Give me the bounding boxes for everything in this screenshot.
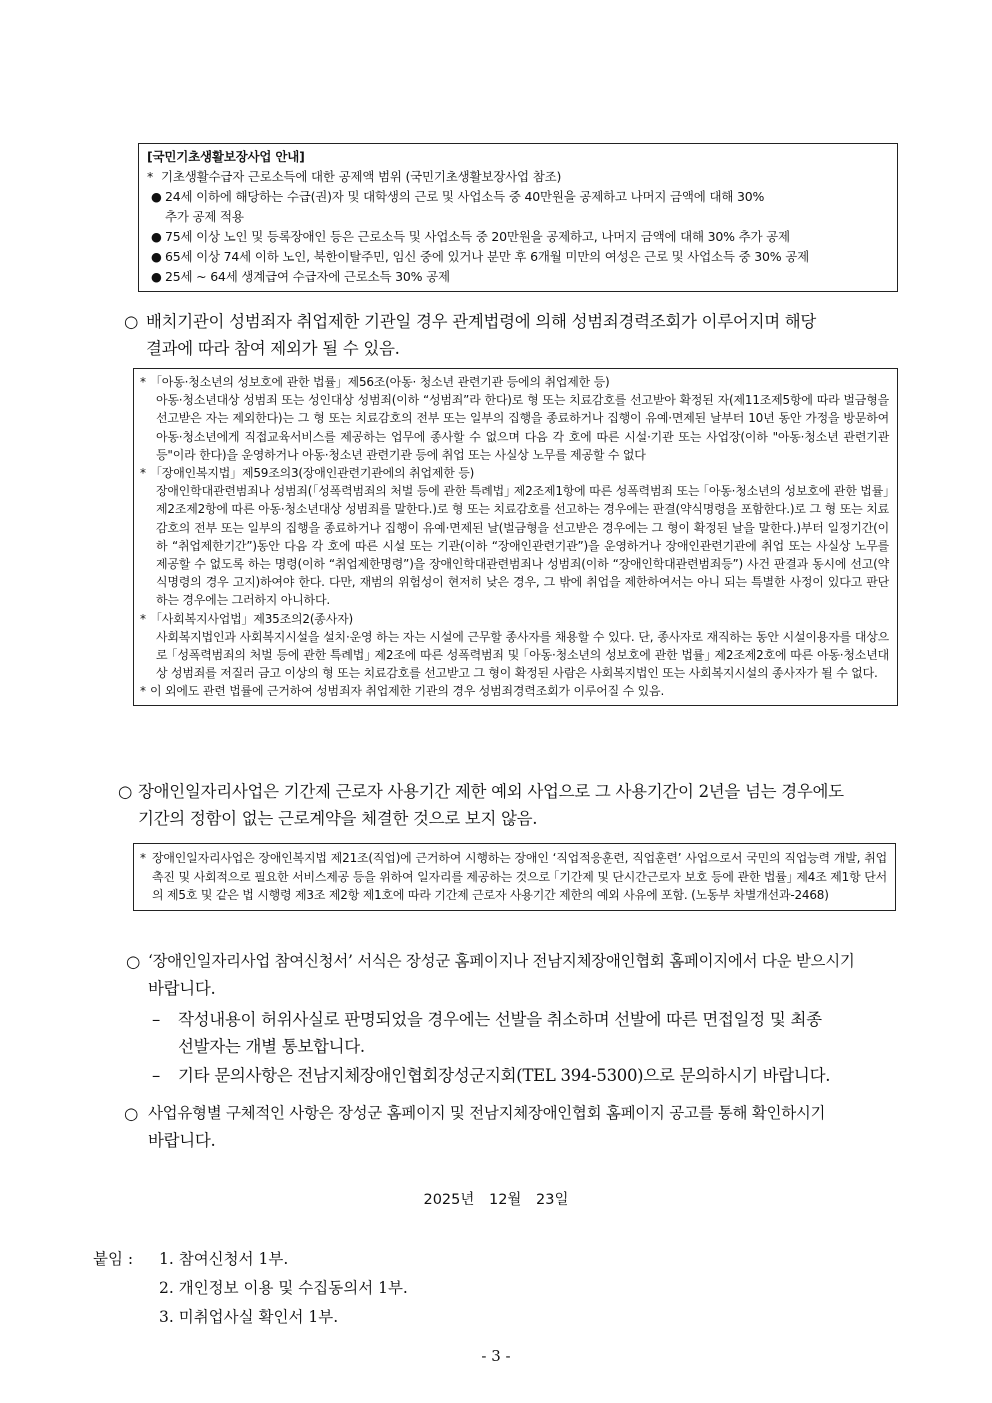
law-item [140,682,889,700]
law-heading: 「장애인복지법」제59조의3(장애인관련기관에의 취업제한 등) [150,466,475,481]
law-body: 사회복지법인과 사회복지시설을 설치·운영 하는 자는 시설에 근무할 종사자를 채용할 수 있다. 단, 종사자로 재직하는 동안 시설이용자를 대상으로 ｢성폭력범죄의 처벌 등에 관한 특례법｣ 제2조에 따른 성폭력범죄 및 ｢아동·청소년의 성보호에 관한 법률｣ 제2조제2호에 따른 아동·청소년대상 성범죄를 저질러 금고 이상의 형 또는 치료감호를 선고받고 그 형이 확정된 사람은 사회복지법인 또는 사회복지시설의 종사자가 될 수 없다. [156,629,889,681]
attachments [93,1245,408,1332]
law-heading: 「사회복지사업법」제35조의2(종사자) [150,611,353,626]
asterisk-mark: * [140,466,146,481]
disability-job-note-box [133,843,896,911]
dash-icon: – [152,1066,160,1085]
list-item-line: 65세 이상 74세 이하 노인, 북한이탈주민, 임신 중에 있거나 분만 후 6개월 미만의 여성은 근로 및 사업소득 중 30% 공제 [165,249,809,264]
sub-item-line: 기타 문의사항은 전남지체장애인협회장성군지회(TEL 394-5300)으로 문의하시기 바랍니다. [178,1066,831,1085]
attachment-item: 1. 참여신청서 1부. [159,1250,289,1268]
list-item-line: 25세 ~ 64세 생계급여 수급자에 근로소득 30% 공제 [165,269,450,284]
law-item [140,373,889,464]
sub-item-line: 작성내용이 허위사실로 판명되었을 경우에는 선발을 취소하며 선발에 따른 면접일정 및 최종 [178,1010,822,1029]
list-item-line: 75세 이상 노인 및 등록장애인 등은 근로소득 및 사업소득 중 20만원을 공제하고, 나머지 금액에 대해 30% 추가 공제 [165,229,790,244]
circle-bullet-icon: ○ [118,782,133,801]
bullet-icon: ● [151,189,162,204]
asterisk-mark: * [140,851,146,865]
fixed-term-exception-paragraph [118,778,900,832]
employment-restriction-laws-box [133,368,898,706]
circle-bullet-icon: ○ [124,1104,139,1123]
paragraph-line: 결과에 따라 참여 제외가 될 수 있음. [146,339,400,358]
box-intro-text: 기초생활수급자 근로소득에 대한 공제액 범위 (국민기초생활보장사업 참조) [161,169,562,184]
attachment-item: 2. 개인정보 이용 및 수집동의서 1부. [159,1279,408,1297]
bullet-icon: ● [151,269,162,284]
sub-item [126,1062,898,1089]
asterisk-mark: * [140,684,146,699]
law-item [140,610,889,683]
paragraph-line: 바랍니다. [148,1131,216,1150]
paragraph-line: 사업유형별 구체적인 사항은 장성군 홈페이지 및 전남지체장애인협회 홈페이지 공고를 통해 확인하시기 [148,1104,826,1122]
list-item-line: 추가 공제 적용 [165,209,244,224]
paragraph-line: ‘장애인일자리사업 참여신청서’ 서식은 장성군 홈페이지나 전남지체장애인협회 홈페이지에서 다운 받으시기 [148,952,855,970]
asterisk-mark: * [147,169,154,184]
note-text: 장애인일자리사업은 장애인복지법 제21조(직업)에 근거하여 시행하는 장애인 ‘직업적응훈련, 직업훈련’ 사업으로서 국민의 직업능력 개발, 취업촉진 및 사회적으로 필요한 서비스제공 등을 위하여 일자리를 제공하는 것으로 ｢기간제 및 단시간근로자 보호 등에 관한 법률｣ 제4조 제1항 단서의 제5호 및 같은 법 시행령 제3조 제2항 제1호에 따라 기간제 근로자 사용기간 제한의 예외 사유에 포함. (노동부 차별개선과-2468) [152,851,887,902]
business-type-paragraph [124,1100,898,1154]
box-title: [국민기초생활보장사업 안내] [147,149,305,164]
asterisk-mark: * [140,611,146,626]
law-heading: 이 외에도 관련 법률에 근거하여 성범죄자 취업제한 기관의 경우 성범죄경력조회가 이루어질 수 있음. [150,684,665,699]
list-item [147,267,889,287]
list-item [147,187,889,227]
dash-icon: – [152,1010,160,1029]
circle-bullet-icon: ○ [126,952,141,971]
law-body: 장애인학대관련범죄나 성범죄(｢성폭력범죄의 처벌 등에 관한 특례법｣ 제2조제1항에 따른 성폭력범죄 또는 ｢아동·청소년의 성보호에 관한 법률｣ 제2조제2항에 따른 아동·청소년대상 성범죄를 말한다.)로 형 또는 치료감호를 선고하는 경우에는 판결(약식명령을 포함한다.)로 그 형 또는 치료감호의 전부 또는 일부의 집행을 종료하거나 집행이 유예·면제된 날(벌금형을 선고받은 경우에는 그 형이 확정된 날을 말한다.)부터 일정기간(이하 “취업제한기간”)동안 다음 각 호에 따른 시설 또는 기관(이하 “장애인관련기관”)을 운영하거나 장애인관련기관에 취업 또는 사실상 노무를 제공할 수 없도록 하는 명령(이하 “취업제한명령”)을 장애인학대관련범죄나 성범죄(이하 “장애인학대관련범죄등”) 사건 판결과 동시에 선고(약식명령의 경우 고지)하여야 한다. 다만, 재범의 위험성이 현저히 낮은 경우, 그 밖에 취업을 제한하여서는 아니 되는 특별한 사정이 있다고 판단하는 경우에는 그러하지 아니하다. [156,484,889,608]
paragraph-line: 배치기관이 성범죄자 취업제한 기관일 경우 관계법령에 의해 성범죄경력조회가 이루어지며 해당 [146,312,817,331]
sex-offense-check-paragraph [124,308,899,362]
attachment-item: 3. 미취업사실 확인서 1부. [159,1308,339,1326]
bullet-icon: ● [151,249,162,264]
list-item [147,247,889,267]
paragraph-line: 기간의 정함이 없는 근로계약을 체결한 것으로 보지 않음. [138,809,538,828]
page-number: - 3 - [481,1347,511,1365]
law-heading: 「아동·청소년의 성보호에 관한 법률」제56조(아동· 청소년 관련기관 등에의 취업제한 등) [150,375,610,389]
bullet-icon: ● [151,229,162,244]
box-intro [147,167,889,187]
asterisk-mark: * [140,375,146,389]
deduction-list [147,187,889,287]
sub-item [126,1006,898,1060]
paragraph-line: 장애인일자리사업은 기간제 근로자 사용기간 제한 예외 사업으로 그 사용기간이 2년을 넘는 경우에도 [138,782,844,801]
attachments-label: 붙임 : [93,1250,134,1268]
list-item-line: 24세 이하에 해당하는 수급(권)자 및 대학생의 근로 및 사업소득 중 40만원을 공제하고 나머지 금액에 대해 30% [165,189,765,204]
list-item [147,227,889,247]
circle-bullet-icon: ○ [124,312,139,331]
basic-livelihood-info-box [138,143,898,292]
paragraph-line: 바랍니다. [148,979,216,998]
law-body: 아동·청소년대상 성범죄 또는 성인대상 성범죄(이하 “성범죄”라 한다)로 형 또는 치료감호를 선고받아 확정된 자(제11조제5항에 따라 벌금형을 선고받은 자는 제외한다)는 그 형 또는 치료감호의 전부 또는 일부의 집행을 종료하거나 집행이 유예·면제된 날부터 10년 동안 가정을 방문하여 아동·청소년에게 직접교육서비스를 제공하는 업무에 종사할 수 없으며 다음 각 호에 따른 시설·기관 또는 사업장(이하 "아동·청소년 관련기관 등"이라 한다)을 운영하거나 아동·청소년 관련기관 등에 취업 또는 사실상 노무를 제공할 수 없다 [156,393,889,462]
application-form-paragraph [126,948,898,1089]
sub-item-line: 선발자는 개별 통보합니다. [178,1037,365,1056]
law-item [140,464,889,610]
document-date: 2025년 12월 23일 [423,1192,569,1208]
